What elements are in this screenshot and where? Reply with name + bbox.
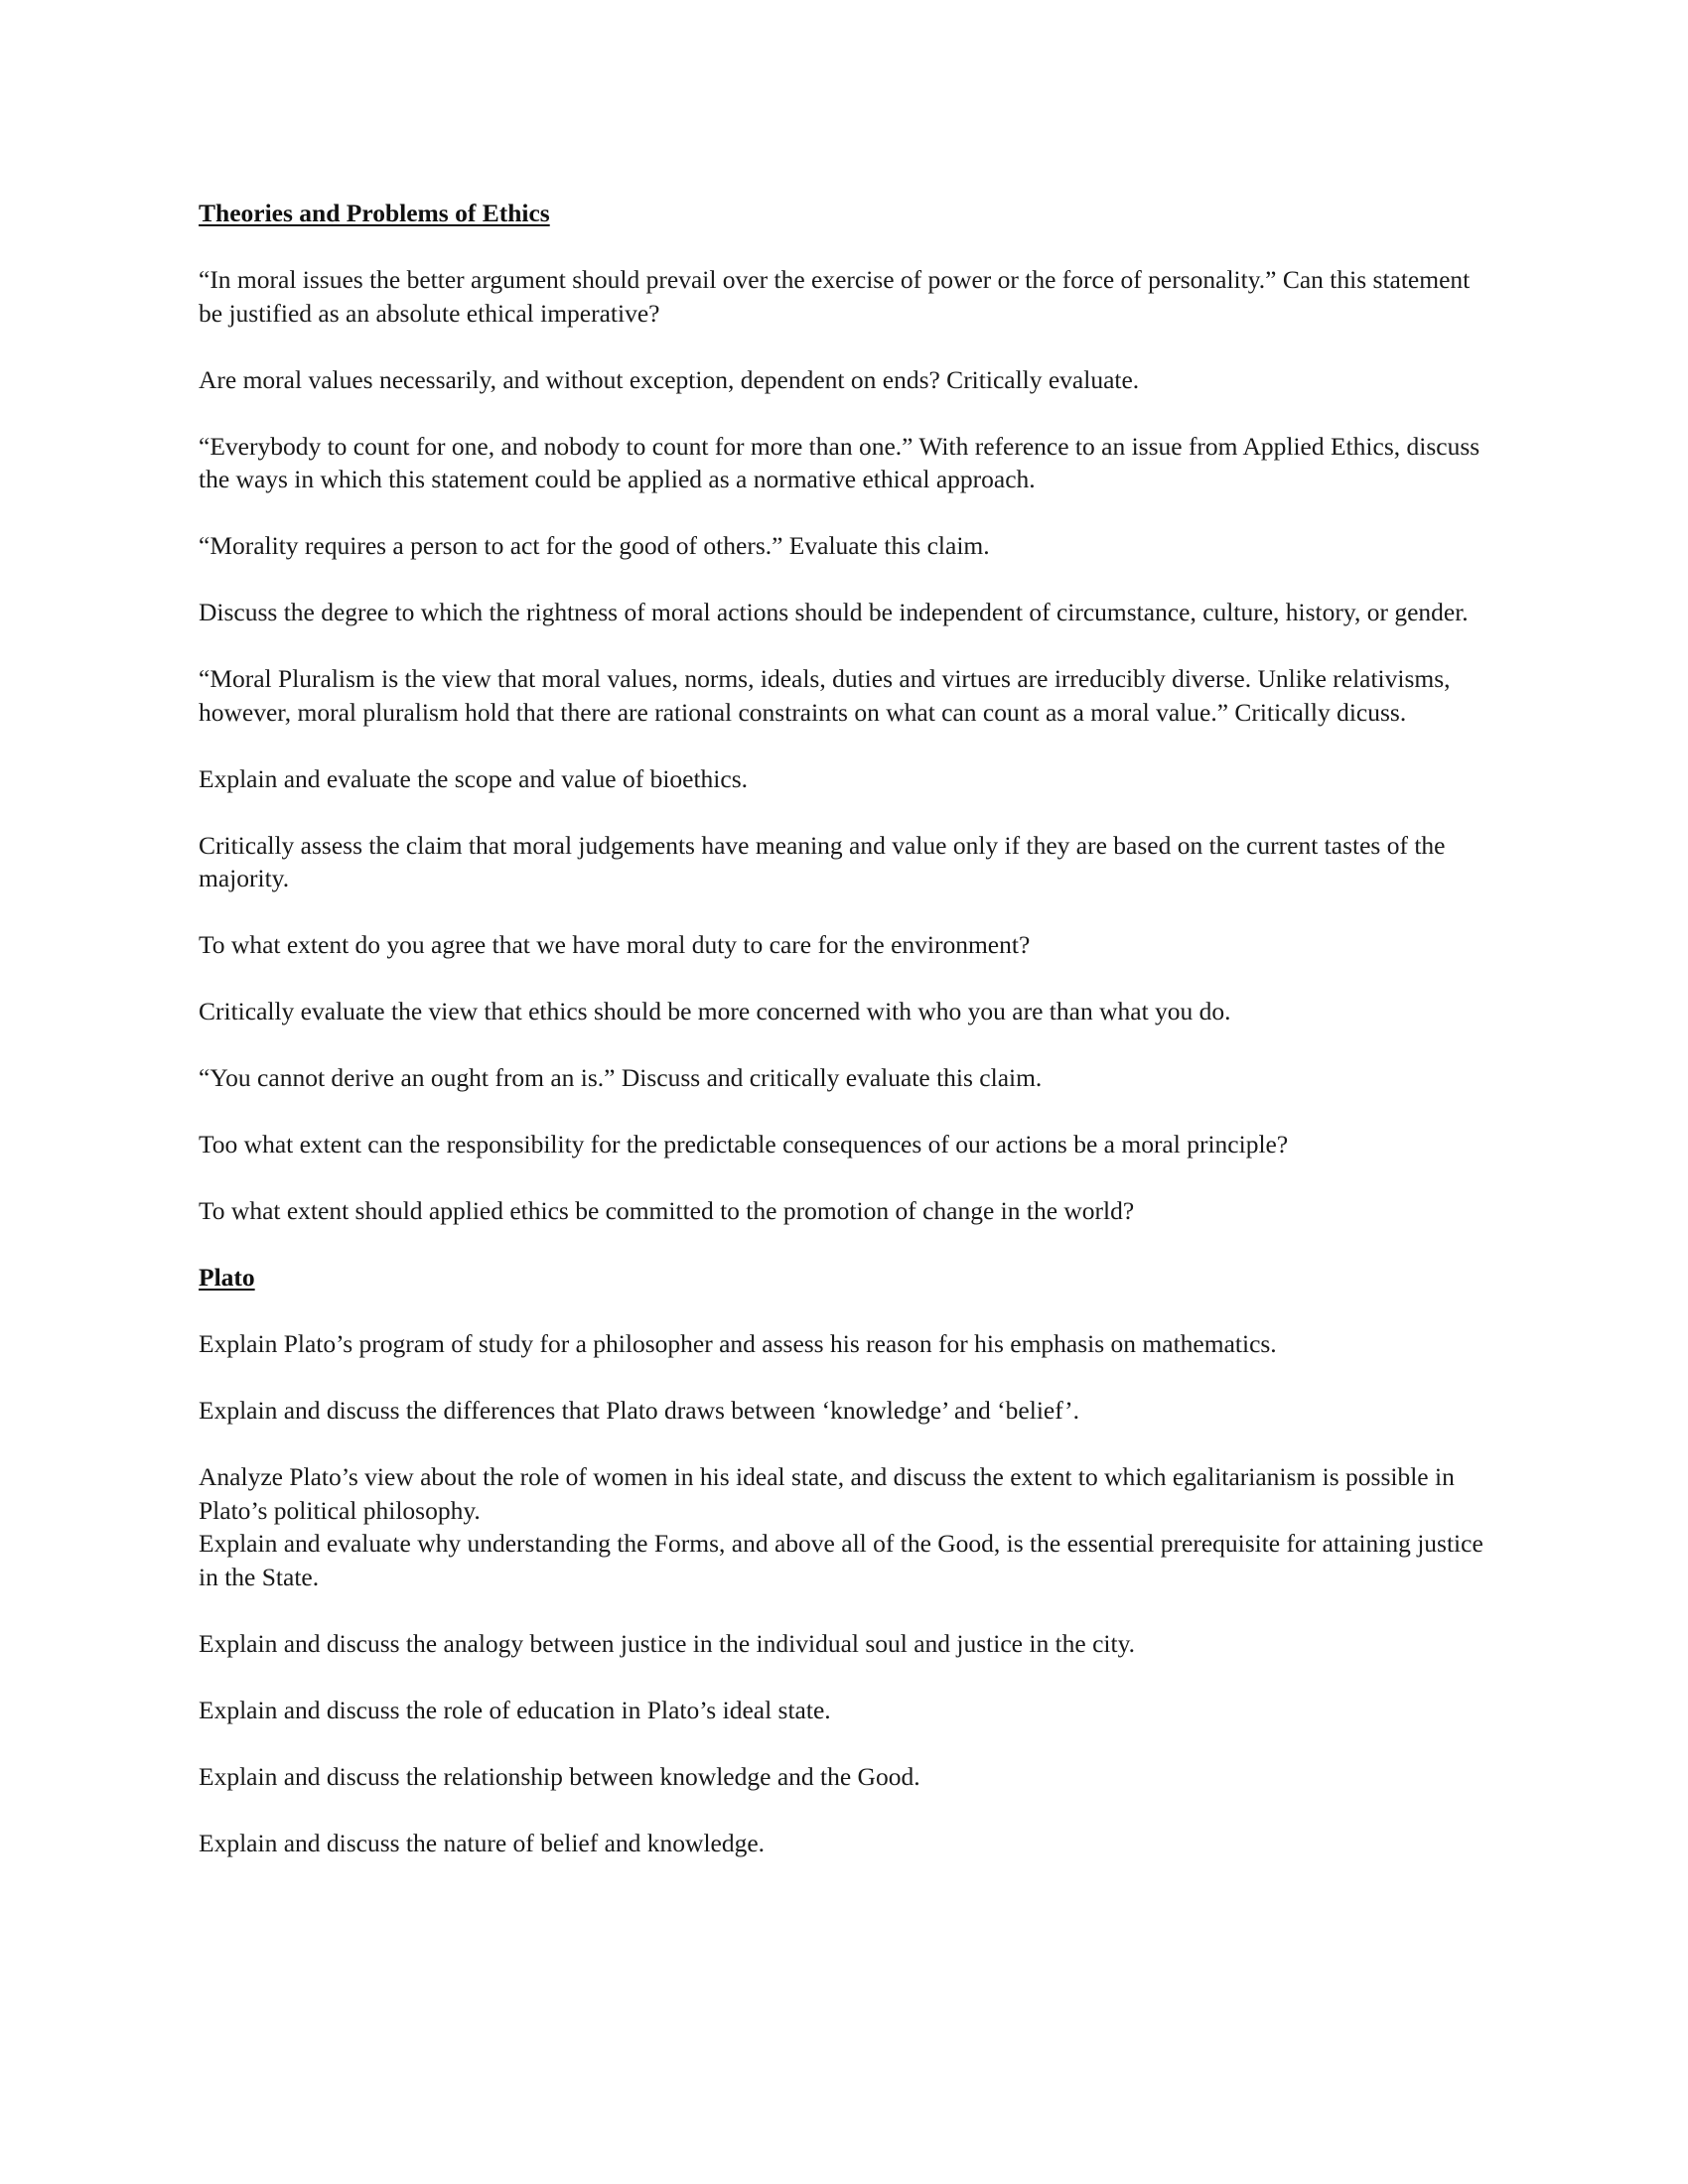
section-heading-ethics: Theories and Problems of Ethics bbox=[199, 199, 550, 227]
question-item: To what extent do you agree that we have moral duty to care for the environment? bbox=[199, 930, 1031, 959]
question-item: Critically assess the claim that moral judgements have meaning and value only if they are based on the current tastes of the majority. bbox=[199, 830, 1446, 892]
question-item: Explain and evaluate why understanding the Forms, and above all of the Good, is the essential prerequisite for attaining justice in the State. bbox=[199, 1529, 1483, 1591]
question-item: “Morality requires a person to act for the good of others.” Evaluate this claim. bbox=[199, 531, 990, 560]
question-item: Too what extent can the responsibility for the predictable consequences of our actions be a moral principle? bbox=[199, 1130, 1289, 1159]
question-item: Explain Plato’s program of study for a philosopher and assess his reason for his emphasis on mathematics. bbox=[199, 1329, 1277, 1358]
question-item: Explain and discuss the role of education in Plato’s ideal state. bbox=[199, 1695, 831, 1724]
question-item: Are moral values necessarily, and without exception, dependent on ends? Critically evaluate. bbox=[199, 364, 1140, 394]
document-page bbox=[199, 197, 1499, 1893]
question-item: “In moral issues the better argument should prevail over the exercise of power or the force of personality.” Can this statement be justified as an absolute ethical imperative? bbox=[199, 265, 1471, 328]
section-heading-plato: Plato bbox=[199, 1263, 255, 1292]
question-item: Discuss the degree to which the rightness of moral actions should be independent of circumstance, culture, history, or gender. bbox=[199, 598, 1469, 626]
question-item: “Moral Pluralism is the view that moral values, norms, ideals, duties and virtues are irreducibly diverse. Unlike relativisms, however, moral pluralism hold that there are rational constraints on what can count as a moral value.” Critically dicuss. bbox=[199, 664, 1451, 727]
question-item: Explain and discuss the relationship between knowledge and the Good. bbox=[199, 1761, 920, 1791]
question-item: “Everybody to count for one, and nobody to count for more than one.” With reference to an issue from Applied Ethics, discuss the ways in which this statement could be applied as a normative ethical approach. bbox=[199, 431, 1480, 493]
question-item: “You cannot derive an ought from an is.” Discuss and critically evaluate this claim. bbox=[199, 1063, 1043, 1092]
question-item: Explain and discuss the nature of belief and knowledge. bbox=[199, 1828, 766, 1857]
question-item: Explain and discuss the analogy between justice in the individual soul and justice in the city. bbox=[199, 1628, 1136, 1658]
question-item: Critically evaluate the view that ethics should be more concerned with who you are than what you do. bbox=[199, 997, 1231, 1025]
question-item: To what extent should applied ethics be committed to the promotion of change in the world? bbox=[199, 1196, 1135, 1225]
question-item: Explain and evaluate the scope and value of bioethics. bbox=[199, 763, 749, 793]
question-item: Analyze Plato’s view about the role of women in his ideal state, and discuss the extent to which egalitarianism is possible in Plato’s political philosophy. bbox=[199, 1462, 1455, 1525]
question-item: Explain and discuss the differences that Plato draws between ‘knowledge’ and ‘belief’. bbox=[199, 1396, 1079, 1425]
